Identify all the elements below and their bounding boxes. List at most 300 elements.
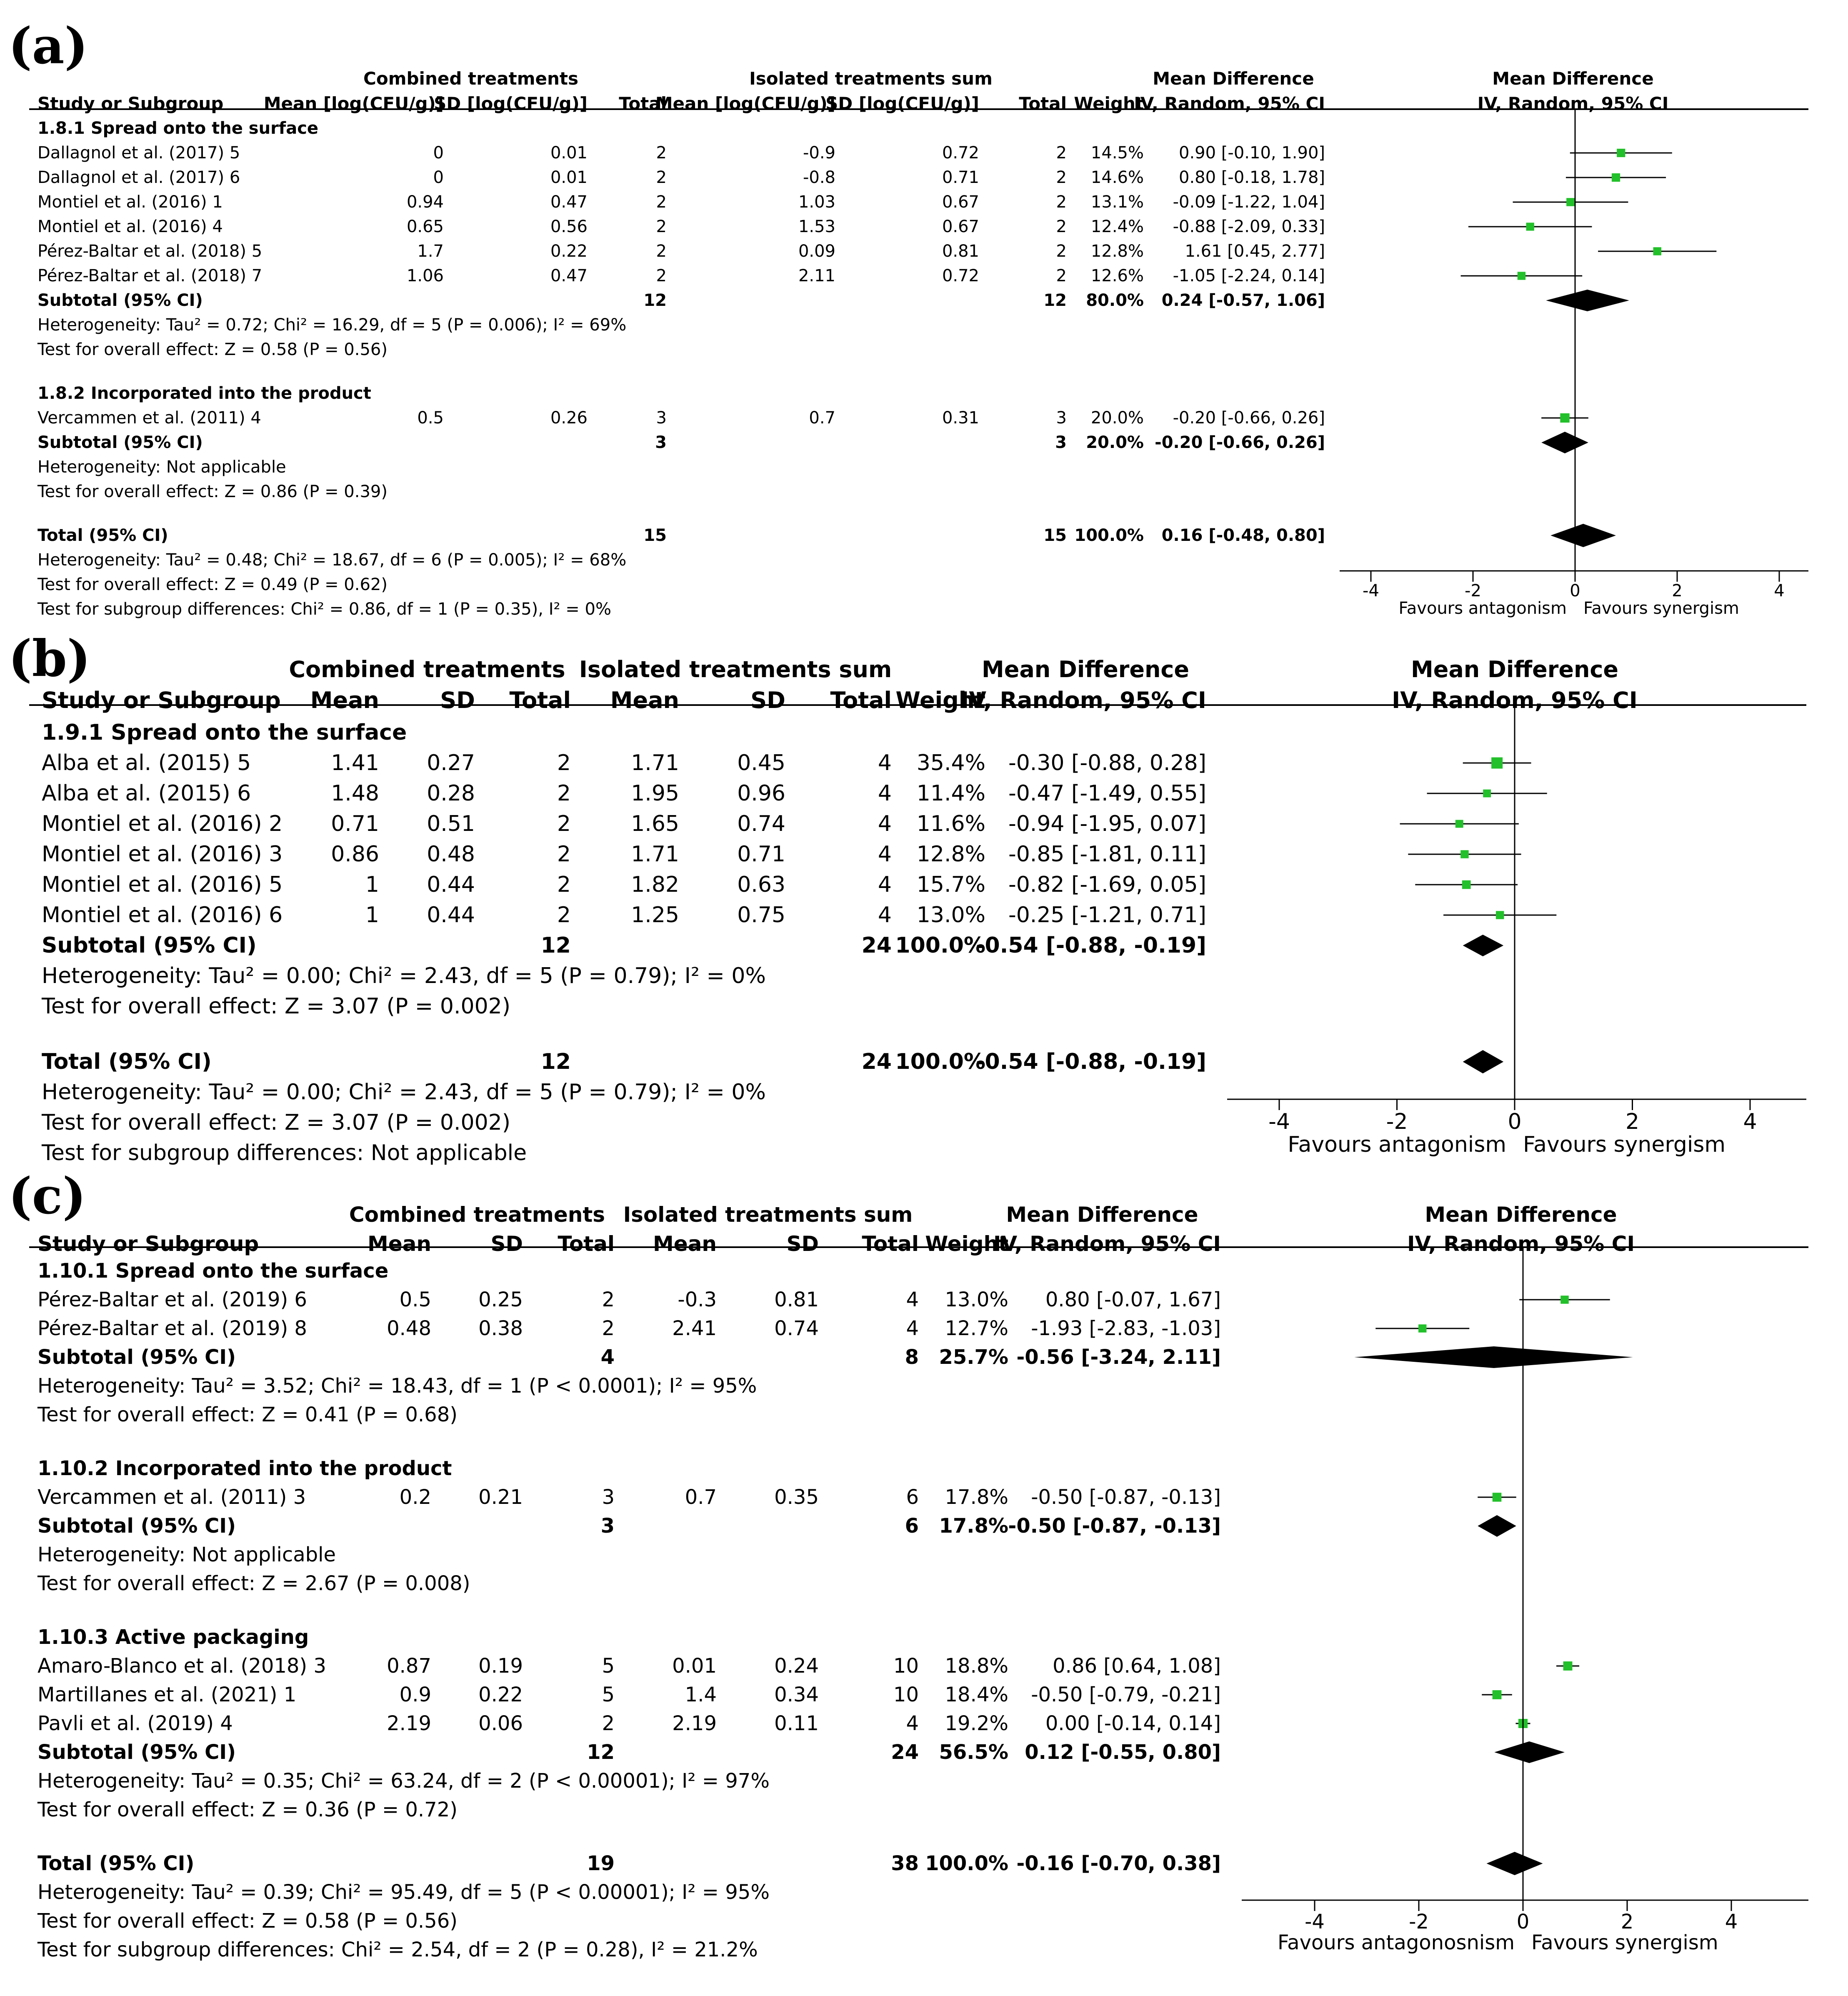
study-row-name: Alba et al. (2015) 5	[42, 750, 251, 775]
cell-ci: -1.05 [-2.24, 0.14]	[1173, 266, 1325, 285]
cell-ci: -0.94 [-1.95, 0.07]	[1008, 811, 1206, 836]
cell-total1: 2	[557, 781, 571, 806]
cell-total1: 12	[643, 291, 667, 310]
cell-sd2: 0.71	[737, 842, 785, 867]
cell-sd1: 0.44	[427, 903, 475, 928]
group-header-plot: Mean Difference	[1410, 656, 1619, 683]
x-tick-label: 4	[1743, 1109, 1757, 1134]
cell-weight: 12.7%	[945, 1317, 1008, 1340]
summary-note: Heterogeneity: Tau² = 0.48; Chi² = 18.67, df = 6 (P = 0.005); I² = 68%	[38, 550, 627, 570]
cell-total2: 2	[1056, 168, 1067, 187]
cell-total2: 2	[1056, 193, 1067, 212]
cell-total1: 2	[557, 811, 571, 836]
summary-note: Test for overall effect: Z = 3.07 (P = 0.002)	[42, 994, 511, 1019]
cell-total1: 2	[557, 903, 571, 928]
cell-total1: 2	[656, 266, 667, 285]
column-header-sd2: SD	[750, 687, 785, 713]
cell-weight: 100.0%	[895, 933, 985, 958]
cell-sd2: 0.45	[737, 750, 785, 775]
summary-note: Test for overall effect: Z = 0.86 (P = 0.39)	[38, 482, 388, 501]
cell-total2: 24	[861, 1049, 892, 1074]
study-row-name: Vercammen et al. (2011) 4	[38, 408, 261, 428]
column-header-weight: Weight	[895, 687, 985, 713]
cell-sd2: 0.72	[942, 266, 979, 285]
subtotal-diamond	[1478, 1515, 1516, 1537]
study-row-name: Pérez-Baltar et al. (2019) 8	[38, 1317, 307, 1340]
cell-mean2: 1.71	[631, 750, 679, 775]
cell-mean1: 0.2	[399, 1486, 431, 1509]
summary-note: Test for overall effect: Z = 0.58 (P = 0.56)	[38, 340, 388, 359]
x-tick-label: 0	[1508, 1109, 1522, 1134]
cell-total2: 8	[905, 1346, 919, 1369]
study-row-name: Alba et al. (2015) 6	[42, 781, 251, 806]
column-header-total2: Total	[830, 687, 892, 713]
column-header-mean1: Mean [log(CFU/g)]	[263, 93, 444, 114]
cell-total2: 3	[1055, 433, 1067, 452]
cell-mean2: -0.8	[803, 168, 835, 187]
column-header-total2: Total	[1019, 93, 1067, 114]
summary-note: Heterogeneity: Tau² = 0.72; Chi² = 16.29, df = 5 (P = 0.006); I² = 69%	[38, 315, 627, 335]
cell-sd2: 0.35	[774, 1486, 819, 1509]
cell-total2: 24	[861, 933, 892, 958]
cell-weight: 12.6%	[1090, 266, 1144, 285]
cell-total1: 2	[656, 193, 667, 212]
cell-ci: 0.12 [-0.55, 0.80]	[1025, 1741, 1221, 1764]
cell-mean1: 0.71	[331, 811, 379, 836]
cell-sd1: 0.27	[427, 750, 475, 775]
effect-marker	[1563, 1661, 1573, 1671]
cell-total2: 4	[878, 903, 892, 928]
cell-total1: 19	[587, 1852, 615, 1875]
summary-note: Test for overall effect: Z = 3.07 (P = 0.002)	[42, 1110, 511, 1135]
cell-total1: 3	[600, 1514, 615, 1538]
total-diamond	[1463, 1050, 1503, 1073]
cell-ci: -1.93 [-2.83, -1.03]	[1031, 1317, 1221, 1340]
column-header-sd2: SD	[786, 1232, 819, 1256]
cell-total1: 2	[656, 168, 667, 187]
cell-mean2: 2.41	[672, 1317, 717, 1340]
effect-marker	[1483, 790, 1491, 798]
summary-note: Heterogeneity: Tau² = 0.35; Chi² = 63.24, df = 2 (P < 0.00001); I² = 97%	[38, 1769, 770, 1793]
cell-total1: 2	[656, 143, 667, 163]
cell-weight: 12.8%	[1090, 242, 1144, 261]
summary-note: Test for overall effect: Z = 0.41 (P = 0.68)	[38, 1403, 458, 1426]
cell-ci: 0.00 [-0.14, 0.14]	[1045, 1712, 1221, 1735]
study-row-name: Amaro-Blanco et al. (2018) 3	[38, 1654, 326, 1678]
cell-sd2: 0.34	[774, 1683, 819, 1706]
cell-weight: 13.0%	[916, 903, 985, 928]
study-row-name: Montiel et al. (2016) 3	[42, 842, 283, 867]
effect-marker	[1617, 149, 1625, 157]
cell-sd1: 0.01	[550, 168, 588, 187]
study-row-name: Pérez-Baltar et al. (2019) 6	[38, 1288, 307, 1311]
cell-sd1: 0.48	[427, 842, 475, 867]
cell-weight: 17.8%	[945, 1486, 1008, 1509]
cell-mean2: 0.01	[672, 1654, 717, 1678]
cell-mean2: 0.7	[685, 1486, 717, 1509]
effect-marker	[1612, 173, 1620, 182]
cell-ci: 0.80 [-0.07, 1.67]	[1045, 1288, 1221, 1311]
cell-ci: -0.09 [-1.22, 1.04]	[1173, 193, 1325, 212]
cell-mean2: 0.09	[798, 242, 835, 261]
summary-note: Heterogeneity: Tau² = 0.00; Chi² = 2.43, df = 5 (P = 0.79); I² = 0%	[42, 963, 766, 988]
cell-weight: 12.4%	[1090, 217, 1144, 236]
cell-sd1: 0.47	[550, 266, 588, 285]
study-row-name: Vercammen et al. (2011) 3	[38, 1486, 306, 1509]
cell-total1: 2	[602, 1712, 615, 1735]
subtotal-diamond	[1354, 1346, 1633, 1368]
cell-ci: -0.47 [-1.49, 0.55]	[1008, 781, 1206, 806]
cell-sd1: 0.38	[478, 1317, 523, 1340]
column-header-mean2: Mean	[610, 687, 679, 713]
cell-total2: 38	[891, 1852, 919, 1875]
cell-total1: 5	[602, 1683, 615, 1706]
cell-mean1: 0.86	[331, 842, 379, 867]
cell-total2: 4	[906, 1288, 919, 1311]
summary-note: Test for subgroup differences: Not applicable	[42, 1141, 527, 1166]
cell-total1: 2	[602, 1288, 615, 1311]
cell-weight: 18.8%	[945, 1654, 1008, 1678]
cell-total2: 10	[893, 1654, 919, 1678]
cell-total1: 3	[655, 433, 667, 452]
column-header-plot-ci: IV, Random, 95% CI	[1407, 1232, 1635, 1256]
cell-ci: -0.20 [-0.66, 0.26]	[1173, 408, 1325, 428]
total-row-name: Total (95% CI)	[38, 1852, 195, 1875]
effect-marker	[1518, 272, 1525, 280]
subtotal-row-name: Subtotal (95% CI)	[42, 933, 257, 958]
cell-mean2: 1.4	[685, 1683, 717, 1706]
summary-note: Test for overall effect: Z = 0.58 (P = 0.56)	[38, 1909, 458, 1933]
summary-note: Test for subgroup differences: Chi² = 0.86, df = 1 (P = 0.35), I² = 0%	[38, 600, 611, 619]
cell-mean2: 1.53	[798, 217, 835, 236]
cell-total1: 15	[643, 526, 667, 545]
cell-sd1: 0.28	[427, 781, 475, 806]
cell-mean2: 1.25	[631, 903, 679, 928]
x-tick-label: -2	[1465, 581, 1481, 600]
cell-weight: 13.0%	[945, 1288, 1008, 1311]
cell-weight: 19.2%	[945, 1712, 1008, 1735]
cell-sd1: 0.47	[550, 193, 588, 212]
cell-total2: 12	[1043, 291, 1067, 310]
cell-ci: -0.16 [-0.70, 0.38]	[1016, 1852, 1221, 1875]
column-header-sd1: SD	[490, 1232, 523, 1256]
cell-weight: 100.0%	[925, 1852, 1008, 1875]
cell-sd2: 0.24	[774, 1654, 819, 1678]
cell-weight: 14.5%	[1090, 143, 1144, 163]
summary-note: Heterogeneity: Tau² = 3.52; Chi² = 18.43, df = 1 (P < 0.0001); I² = 95%	[38, 1374, 757, 1398]
study-row-name: Pérez-Baltar et al. (2018) 5	[38, 242, 263, 261]
subtotal-row-name: Subtotal (95% CI)	[38, 1741, 236, 1764]
cell-sd2: 0.31	[942, 408, 979, 428]
cell-total2: 4	[878, 750, 892, 775]
cell-sd1: 0.22	[478, 1683, 523, 1706]
cell-ci: -0.54 [-0.88, -0.19]	[975, 933, 1206, 958]
forest-panel-1	[0, 0, 1848, 633]
cell-weight: 11.6%	[916, 811, 985, 836]
column-header-plot-ci: IV, Random, 95% CI	[1477, 93, 1669, 114]
cell-sd2: 0.75	[737, 903, 785, 928]
cell-total1: 5	[602, 1654, 615, 1678]
cell-ci: 0.24 [-0.57, 1.06]	[1161, 291, 1325, 310]
column-header-sd1: SD [log(CFU/g)]	[434, 93, 588, 114]
subgroup-header: 1.10.2 Incorporated into the product	[38, 1457, 452, 1480]
subtotal-row-name: Subtotal (95% CI)	[38, 433, 203, 452]
cell-ci: 0.80 [-0.18, 1.78]	[1179, 168, 1325, 187]
cell-weight: 13.1%	[1090, 193, 1144, 212]
cell-total1: 3	[602, 1486, 615, 1509]
column-header-mean1: Mean	[367, 1232, 431, 1256]
cell-total2: 6	[906, 1486, 919, 1509]
cell-mean1: 1.48	[331, 781, 379, 806]
total-diamond	[1487, 1852, 1543, 1875]
cell-total2: 4	[906, 1317, 919, 1340]
cell-total2: 2	[1056, 266, 1067, 285]
x-tick-label: 0	[1516, 1910, 1530, 1933]
favours-left-label: Favours antagonism	[1288, 1132, 1506, 1157]
study-row-name: Martillanes et al. (2021) 1	[38, 1683, 297, 1706]
study-row-name: Dallagnol et al. (2017) 6	[38, 168, 240, 187]
cell-total2: 4	[906, 1712, 919, 1735]
cell-mean1: 2.19	[387, 1712, 431, 1735]
cell-sd1: 0.01	[550, 143, 588, 163]
cell-sd2: 0.11	[774, 1712, 819, 1735]
column-header-ci: IV, Random, 95% CI	[993, 1232, 1221, 1256]
summary-note: Heterogeneity: Not applicable	[38, 458, 286, 477]
favours-right-label: Favours synergism	[1531, 1931, 1718, 1955]
subtotal-diamond	[1546, 290, 1629, 311]
column-header-sd2: SD [log(CFU/g)]	[825, 93, 979, 114]
cell-weight: 25.7%	[939, 1346, 1008, 1369]
subgroup-header: 1.8.1 Spread onto the surface	[38, 119, 319, 138]
summary-note: Test for subgroup differences: Chi² = 2.54, df = 2 (P = 0.28), I² = 21.2%	[38, 1938, 758, 1961]
group-header-combined: Combined treatments	[349, 1203, 605, 1227]
group-header-mean-difference: Mean Difference	[1006, 1203, 1198, 1227]
x-tick-label: 2	[1672, 581, 1683, 600]
effect-marker	[1462, 880, 1471, 889]
group-header-mean-difference: Mean Difference	[1153, 68, 1314, 89]
effect-marker	[1496, 911, 1504, 919]
summary-note: Heterogeneity: Not applicable	[38, 1543, 336, 1566]
cell-total2: 4	[878, 811, 892, 836]
cell-weight: 35.4%	[916, 750, 985, 775]
column-header-sd1: SD	[440, 687, 475, 713]
subgroup-header: 1.10.3 Active packaging	[38, 1626, 309, 1649]
cell-weight: 18.4%	[945, 1683, 1008, 1706]
cell-sd2: 0.72	[942, 143, 979, 163]
cell-mean1: 0.87	[387, 1654, 431, 1678]
favours-left-label: Favours antagonism	[1398, 599, 1567, 618]
column-header-total1: Total	[619, 93, 667, 114]
cell-mean1: 0.5	[399, 1288, 431, 1311]
column-header-study: Study or Subgroup	[38, 93, 224, 114]
cell-sd2: 0.67	[942, 193, 979, 212]
cell-mean2: 1.82	[631, 872, 679, 897]
effect-marker	[1653, 247, 1661, 255]
cell-ci: -0.25 [-1.21, 0.71]	[1008, 903, 1206, 928]
cell-mean2: 1.65	[631, 811, 679, 836]
cell-total2: 2	[1056, 242, 1067, 261]
group-header-combined: Combined treatments	[289, 656, 565, 683]
cell-sd2: 0.74	[737, 811, 785, 836]
cell-mean1: 1.06	[406, 266, 444, 285]
cell-sd2: 0.74	[774, 1317, 819, 1340]
cell-total2: 15	[1043, 526, 1067, 545]
cell-total2: 24	[891, 1741, 919, 1764]
cell-sd1: 0.51	[427, 811, 475, 836]
column-header-mean2: Mean [log(CFU/g)]	[655, 93, 835, 114]
cell-total1: 2	[557, 750, 571, 775]
group-header-combined: Combined treatments	[363, 68, 578, 89]
cell-total2: 4	[878, 781, 892, 806]
cell-mean1: 1	[365, 903, 379, 928]
summary-note: Test for overall effect: Z = 2.67 (P = 0.008)	[38, 1572, 470, 1595]
column-header-mean2: Mean	[653, 1232, 717, 1256]
cell-total2: 4	[878, 842, 892, 867]
cell-weight: 15.7%	[916, 872, 985, 897]
cell-total1: 2	[656, 217, 667, 236]
x-tick-label: 2	[1625, 1109, 1640, 1134]
cell-mean1: 0.65	[406, 217, 444, 236]
cell-sd1: 0.21	[478, 1486, 523, 1509]
cell-ci: 0.86 [0.64, 1.08]	[1053, 1654, 1221, 1678]
cell-ci: -0.50 [-0.79, -0.21]	[1031, 1683, 1221, 1706]
cell-weight: 20.0%	[1090, 408, 1144, 428]
x-tick-label: -4	[1305, 1910, 1325, 1933]
cell-weight: 80.0%	[1086, 291, 1144, 310]
x-tick-label: 0	[1570, 581, 1580, 600]
cell-mean1: 1.7	[417, 242, 444, 261]
forest-panel-2	[0, 629, 1848, 1171]
effect-marker	[1526, 223, 1534, 230]
cell-total1: 4	[600, 1346, 615, 1369]
column-header-study: Study or Subgroup	[42, 687, 281, 713]
total-diamond	[1550, 524, 1616, 547]
cell-weight: 56.5%	[939, 1741, 1008, 1764]
cell-ci: -0.82 [-1.69, 0.05]	[1008, 872, 1206, 897]
cell-total1: 2	[557, 872, 571, 897]
group-header-isolated: Isolated treatments sum	[623, 1203, 913, 1227]
cell-sd2: 0.71	[942, 168, 979, 187]
favours-right-label: Favours synergism	[1523, 1132, 1726, 1157]
effect-marker	[1566, 198, 1575, 206]
cell-weight: 11.4%	[916, 781, 985, 806]
favours-left-label: Favours antagonosnism	[1277, 1931, 1515, 1955]
cell-weight: 12.8%	[916, 842, 985, 867]
panel-label: (c)	[8, 1167, 86, 1226]
cell-mean2: 2.19	[672, 1712, 717, 1735]
cell-weight: 14.6%	[1090, 168, 1144, 187]
subgroup-header: 1.10.1 Spread onto the surface	[38, 1259, 389, 1283]
favours-right-label: Favours synergism	[1583, 599, 1739, 618]
cell-sd1: 0.22	[550, 242, 588, 261]
summary-note: Test for overall effect: Z = 0.49 (P = 0.62)	[38, 575, 388, 594]
effect-marker	[1418, 1324, 1426, 1332]
cell-mean2: 1.03	[798, 193, 835, 212]
subtotal-row-name: Subtotal (95% CI)	[38, 291, 203, 310]
cell-mean2: -0.3	[678, 1288, 717, 1311]
cell-sd1: 0.26	[550, 408, 588, 428]
study-row-name: Montiel et al. (2016) 4	[38, 217, 223, 236]
subtotal-diamond	[1541, 432, 1588, 453]
total-row-name: Total (95% CI)	[42, 1049, 212, 1074]
effect-marker	[1560, 413, 1569, 423]
cell-mean1: 1.41	[331, 750, 379, 775]
cell-ci: 0.16 [-0.48, 0.80]	[1161, 526, 1325, 545]
cell-mean1: 0.94	[406, 193, 444, 212]
cell-sd2: 0.81	[942, 242, 979, 261]
cell-ci: -0.50 [-0.87, -0.13]	[1031, 1486, 1221, 1509]
cell-weight: 100.0%	[1074, 526, 1144, 545]
cell-sd2: 0.81	[774, 1288, 819, 1311]
cell-ci: -0.85 [-1.81, 0.11]	[1008, 842, 1206, 867]
column-header-total1: Total	[558, 1232, 615, 1256]
group-header-mean-difference: Mean Difference	[981, 656, 1190, 683]
subtotal-row-name: Subtotal (95% CI)	[38, 1346, 236, 1369]
subgroup-header: 1.9.1 Spread onto the surface	[42, 720, 407, 745]
cell-mean2: 2.11	[798, 266, 835, 285]
cell-total2: 2	[1056, 143, 1067, 163]
cell-total2: 3	[1056, 408, 1067, 428]
cell-mean1: 0.9	[399, 1683, 431, 1706]
cell-mean2: 0.7	[809, 408, 835, 428]
column-header-study: Study or Subgroup	[38, 1232, 259, 1256]
cell-mean2: 1.95	[631, 781, 679, 806]
cell-total2: 10	[893, 1683, 919, 1706]
cell-total1: 2	[602, 1317, 615, 1340]
x-tick-label: -2	[1386, 1109, 1408, 1134]
effect-marker	[1560, 1296, 1569, 1304]
subgroup-header: 1.8.2 Incorporated into the product	[38, 384, 371, 403]
effect-marker	[1491, 757, 1503, 768]
group-header-isolated: Isolated treatments sum	[749, 68, 993, 89]
study-row-name: Pérez-Baltar et al. (2018) 7	[38, 266, 263, 285]
cell-mean1: 0	[433, 168, 444, 187]
subtotal-diamond	[1494, 1741, 1565, 1763]
summary-note: Test for overall effect: Z = 0.36 (P = 0.72)	[38, 1798, 458, 1821]
column-header-ci: IV, Random, 95% CI	[960, 687, 1206, 713]
cell-mean1: 0	[433, 143, 444, 163]
effect-marker	[1493, 1690, 1502, 1699]
cell-weight: 20.0%	[1086, 433, 1144, 452]
cell-sd2: 0.63	[737, 872, 785, 897]
cell-sd1: 0.56	[550, 217, 588, 236]
cell-total1: 3	[656, 408, 667, 428]
cell-ci: 1.61 [0.45, 2.77]	[1185, 242, 1325, 261]
subtotal-row-name: Subtotal (95% CI)	[38, 1514, 236, 1538]
cell-sd1: 0.44	[427, 872, 475, 897]
cell-mean1: 0.5	[417, 408, 444, 428]
cell-mean2: -0.9	[803, 143, 835, 163]
group-header-isolated: Isolated treatments sum	[579, 656, 892, 683]
cell-ci: -0.56 [-3.24, 2.11]	[1016, 1346, 1221, 1369]
panel-label: (a)	[8, 17, 88, 75]
column-header-weight: Weight	[1074, 93, 1144, 114]
x-tick-label: 4	[1725, 1910, 1738, 1933]
cell-total1: 2	[557, 842, 571, 867]
study-row-name: Dallagnol et al. (2017) 5	[38, 143, 240, 163]
cell-total1: 12	[540, 1049, 571, 1074]
cell-weight: 100.0%	[895, 1049, 985, 1074]
subtotal-diamond	[1463, 935, 1503, 956]
cell-ci: -0.30 [-0.88, 0.28]	[1008, 750, 1206, 775]
cell-weight: 17.8%	[939, 1514, 1008, 1538]
summary-note: Heterogeneity: Tau² = 0.00; Chi² = 2.43, df = 5 (P = 0.79); I² = 0%	[42, 1080, 766, 1105]
cell-total2: 2	[1056, 217, 1067, 236]
cell-total1: 2	[656, 242, 667, 261]
column-header-plot-ci: IV, Random, 95% CI	[1392, 687, 1638, 713]
effect-marker	[1460, 850, 1468, 858]
cell-ci: -0.20 [-0.66, 0.26]	[1155, 433, 1325, 452]
